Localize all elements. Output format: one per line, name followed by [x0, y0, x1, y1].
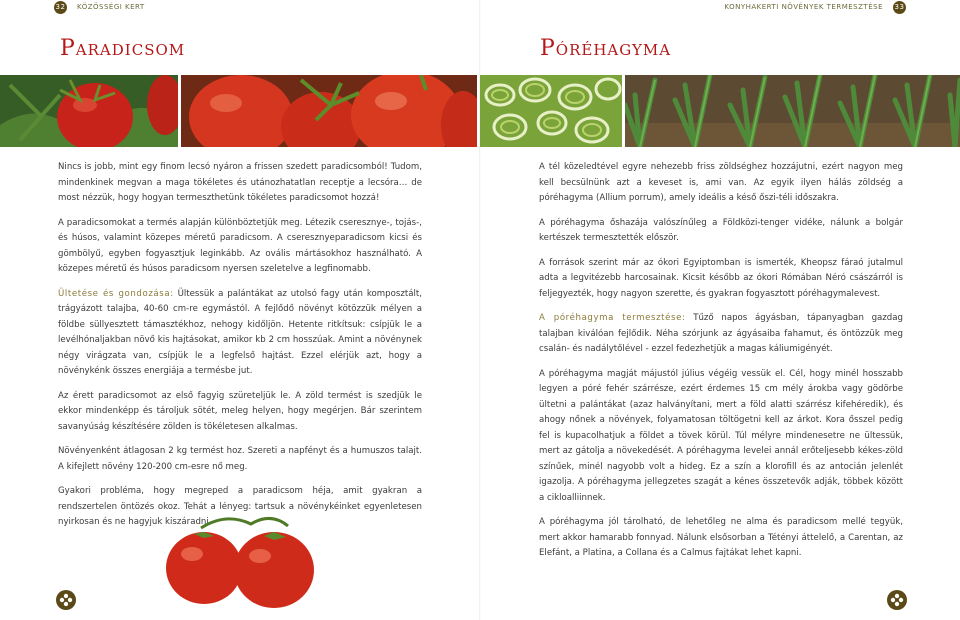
planting-label: Ültetése és gondozása:: [58, 288, 174, 299]
growing-text: Tűző napos ágyásban, tápanyagban gazdag talajban kiválóan fejlődik. Néha szórjunk az ágyásaiba fahamut, és öntözzük meg csalán- és nadálytőlével - ezzel fedezhetjük a magas káliumigényét.: [539, 313, 903, 354]
problem-paragraph: Gyakori probléma, hogy megreped a paradicsom héja, amit gyakran a rendszertelen öntözés okoz. Tehát a lényeg: tartsuk a növénykéinket egyenletesen nyirkosan és ne hagyjuk kiszáradni.: [58, 486, 422, 527]
sliced-leek-photo: [480, 75, 622, 147]
leek-text-block: [539, 160, 903, 571]
page-number: 32: [54, 1, 67, 14]
running-header-left: [54, 0, 145, 14]
tomato-text-block: [58, 160, 422, 540]
floral-ornament-icon: [56, 590, 76, 610]
storage-paragraph: A póréhagyma jól tárolható, de lehetőleg ne alma és paradicsom mellé tegyük, mert akkor hamarabb fonnyad. Nálunk elsősorban a Tétényi áttelelő, a Carentan, az Elefánt, a Platina, a Collana és a Calmus fajtákat lehet kapni.: [539, 517, 903, 558]
history-paragraph: A források szerint már az ókori Egyiptomban is ismerték, Kheopsz fáraó jutalmul adta a legvitézebb harcosainak. Kicsit később az ókori Rómában Néró császárról is feljegyezték, hogy nagyon szerette, és gyakran fogyasztott póréhagymalevest.: [539, 257, 903, 299]
running-head-text: KÖZÖSSÉGI KERT: [77, 3, 145, 11]
intro-paragraph: A tél közeledtével egyre nehezebb friss zöldséghez hozzájutni, ezért nagyon meg kell becsülnünk azt a keveset is, ami van. Az egyik ilyen hálás zöldség a póréhagyma (Allium porrum), amely ideális a késő őszi-téli időszakra.: [539, 162, 903, 203]
sowing-paragraph: A póréhagyma magját májustól július végéig vessük el. Cél, hogy minél hosszabb legyen a póré fehér szárrésze, ezért érdemes 15 cm mély árokba vagy gödörbe ültetni a palántákat (azaz halványítani, mert a föld alatti szárrész kifehéredik), és ahogy nőnek a növények, folyamatosan töltögetni kell az árkot. Kora ősszel pedig fel is kupacolhatjuk a földet a tövek körül. Túl mélyre mindenesetre ne ültessük, mert az gátolja a növekedését. A póréhagyma levelei annál erőteljesebb kékes-zöld színűek, minél nagyobb volt a hideg. Ez a szín a klorofill és az antocián jelenlét igazolja. A póréhagyma jellegzetes szagát a kénes összetevők adják, többek között a cikloalliinnek.: [539, 368, 903, 503]
leek-photo-strip: [480, 75, 960, 147]
harvest-paragraph: Az érett paradicsomot az első fagyig szüreteljük le. A zöld termést is szedjük le ekkor mindenképp és tároljuk sötét, meleg helyen, hogy megérjen. Bár szerintem savanyúság készítésére zölden is tökéletesen alkalmas.: [58, 390, 422, 432]
varieties-paragraph: A paradicsomokat a termés alapján különböztetjük meg. Létezik cseresznye-, tojás-, és húsos, valamint közepes méretű paradicsom. A cseresznyeparadicsom kicsi és gömbölyű, egyben fogyasztjuk leginkább. Az ovális mártásokhoz használható. A közepes méretű és húsos paradicsom nyersen szeletelve a legfinomabb.: [58, 217, 422, 274]
page-title: Póréhagyma: [540, 36, 672, 61]
running-header-right: [724, 0, 906, 14]
leek-field-photo: [625, 75, 960, 147]
growing-label: A póréhagyma termesztése:: [539, 313, 686, 323]
floral-ornament-icon: [887, 590, 907, 610]
origin-paragraph: A póréhagyma őshazája valószínűleg a Földközi-tenger vidéke, nálunk a bolgár kertészek termesztették először.: [539, 217, 903, 243]
tomato-pair-illustration: [156, 510, 326, 620]
tomato-cluster-photo: [181, 75, 477, 147]
tomato-photo-strip: [0, 75, 480, 147]
tomato-plant-photo: [0, 75, 178, 147]
right-page: [480, 0, 960, 620]
intro-paragraph: Nincs is jobb, mint egy finom lecsó nyáron a frissen szedett paradicsomból! Tudom, mindenkinek megvan a maga tökéletes és utánozhatatlan receptje a lecsóra… de most nézzük, hogy hogyan termeszthetünk tökéletes paradicsomot hozzá!: [58, 162, 422, 203]
yield-paragraph: Növényenként átlagosan 2 kg termést hoz. Szereti a napfényt és a humuszos talajt. A kifejlett növény 120-200 cm-esre nő meg.: [58, 446, 422, 472]
running-head-text: KONYHAKERTI NÖVÉNYEK TERMESZTÉSE: [724, 3, 883, 11]
growing-paragraph: [539, 311, 903, 358]
planting-paragraph: [58, 287, 422, 380]
page-number: 33: [893, 1, 906, 14]
page-title: Paradicsom: [60, 36, 186, 61]
planting-text: Ültessük a palántákat az utolsó fagy után komposztált, trágyázott talajba, 40-60 cm-re egymástól. A fejlődő növényt kötözzük mélyen a földbe süllyesztett támasztékhoz, nehogy kidőljön. Hetente ritkítsuk: csípjük le a levélhónaljakban növő kis hajtásokat, amikor kb 2 cm hosszúak. Amint a növénynek négy virágzata van, csípjük le a legfelső hajtást. Ezzel elérjük azt, hogy a növénykénk összes energiája a termésbe jut.: [58, 288, 422, 376]
